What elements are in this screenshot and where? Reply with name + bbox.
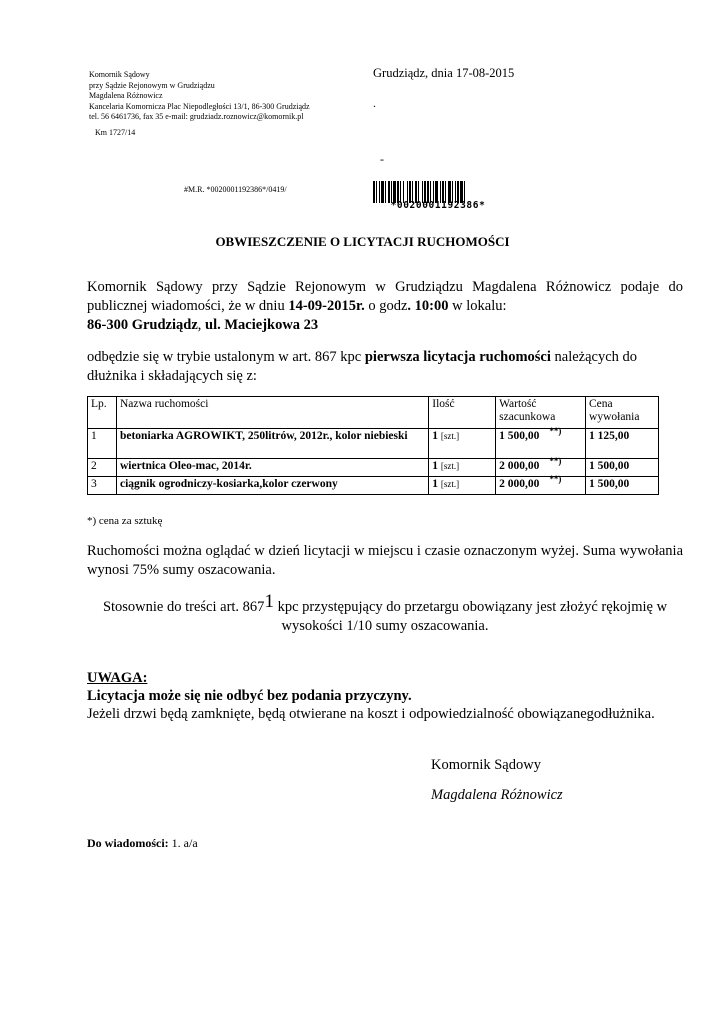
row-lp: 1 <box>88 429 117 459</box>
case-reference: Km 1727/14 <box>95 128 136 137</box>
qty-unit: [szt.] <box>440 461 460 471</box>
qty-unit: [szt.] <box>440 479 460 489</box>
value-amount: 2 000,00 <box>499 478 540 490</box>
row-qty <box>429 477 496 495</box>
sender-line: Komornik Sądowy <box>89 70 150 79</box>
row-value <box>496 456 586 477</box>
qty-value: 1 <box>432 430 438 442</box>
qty-unit: [szt.] <box>440 431 460 441</box>
sender-line: Magdalena Różnowicz <box>89 91 163 100</box>
row-price: 1 125,00 <box>586 429 659 459</box>
qty-value: 1 <box>432 460 438 472</box>
auction-mode-text: należących do dłużnika i składających się z: <box>87 349 638 384</box>
deposit-line: wysokości 1/10 sumy oszacowania. <box>281 618 489 634</box>
barcode-text: *0020001192386* <box>390 200 486 211</box>
deposit-superscript: 1 <box>264 591 274 612</box>
auction-location-city: 86-300 Grudziądz <box>87 317 198 333</box>
row-qty <box>429 429 496 459</box>
value-mark: **) <box>549 474 562 484</box>
mr-reference: #M.R. *0020001192386*/0419/ <box>184 185 287 194</box>
signature-role: Komornik Sądowy <box>431 757 541 773</box>
value-amount: 2 000,00 <box>499 460 540 472</box>
row-qty <box>429 459 496 477</box>
header-dash: - <box>380 152 384 166</box>
distribution-value: 1. a/a <box>168 836 198 850</box>
intro-text: o godz <box>364 298 408 314</box>
barcode-bar <box>379 181 380 203</box>
table-row <box>88 429 659 459</box>
barcode-bar <box>388 181 390 203</box>
auction-time: . 10:00 <box>407 298 449 314</box>
sender-block <box>89 70 359 123</box>
deposit-line <box>60 591 710 617</box>
row-price: 1 500,00 <box>586 459 659 477</box>
barcode <box>373 181 503 211</box>
header-price: Cena wywołania <box>586 397 659 429</box>
value-amount: 1 500,00 <box>499 430 540 442</box>
header-qty: Ilość <box>429 397 496 429</box>
footnote: *) cena za sztukę <box>87 515 163 527</box>
header-dot: . <box>373 96 376 110</box>
signature-name: Magdalena Różnowicz <box>431 787 563 803</box>
barcode-bar <box>373 181 375 203</box>
deposit-text: Stosownie do treści art. 867 <box>102 599 265 615</box>
location-separator: , <box>197 317 206 333</box>
notice-line: Jeżeli drzwi będą zamknięte, będą otwierane na koszt i odpowiedzialność obowiązanegodłużnika. <box>87 706 655 722</box>
auction-date: 14-09-2015r. <box>288 298 365 314</box>
auction-location-street: ul. Maciejkowa 23 <box>205 317 319 333</box>
row-lp: 2 <box>88 459 117 477</box>
intro-paragraph <box>87 278 683 335</box>
barcode-bar <box>385 181 386 203</box>
header-name: Nazwa ruchomości <box>116 397 428 429</box>
table-row <box>88 459 659 477</box>
intro-text: Komornik Sądowy przy Sądzie Rejonowym w Grudziądzu Magdalena Różnowicz podaje do publicznej wiadomości, że w dniu <box>87 279 683 314</box>
qty-value: 1 <box>432 478 438 490</box>
document-title: OBWIESZCZENIE O LICYTACJI RUCHOMOŚCI <box>215 234 510 249</box>
notice-bold-line: Licytacja może się nie odbyć bez podania przyczyny. <box>87 688 412 704</box>
auction-mode-text: odbędzie się w trybie ustalonym w art. 867 kpc <box>87 349 365 365</box>
row-price: 1 500,00 <box>586 477 659 495</box>
row-lp: 3 <box>88 477 117 495</box>
sender-line: przy Sądzie Rejonowym w Grudziądzu <box>89 80 215 90</box>
row-name: wiertnica Oleo-mac, 2014r. <box>116 459 428 477</box>
value-mark: **) <box>549 456 562 466</box>
table-header-row <box>88 397 659 429</box>
intro-text: w lokalu: <box>448 298 507 314</box>
viewing-paragraph: Ruchomości można oglądać w dzień licytacji w miejscu i czasie oznaczonym wyżej. Suma wywołania wynosi 75% sumy oszacowania. <box>87 543 683 578</box>
header-lp: Lp. <box>88 397 117 429</box>
row-name: ciągnik ogrodniczy-kosiarka,kolor czerwony <box>116 477 428 495</box>
row-value <box>496 426 586 459</box>
value-mark: **) <box>549 426 562 436</box>
auction-mode-paragraph <box>87 348 647 386</box>
notice-heading: UWAGA: <box>87 670 148 686</box>
deposit-text: kpc przystępujący do przetargu obowiązany jest złożyć rękojmię w <box>273 599 668 615</box>
table-row <box>88 477 659 495</box>
barcode-bar <box>376 181 377 203</box>
items-table <box>87 396 659 495</box>
place-date: Grudziądz, dnia 17-08-2015 <box>373 66 515 80</box>
row-name: betoniarka AGROWIKT, 250litrów, 2012r., kolor niebieski <box>116 429 428 459</box>
sender-line: Kancelaria Komornicza Plac Niepodległości 13/1, 86-300 Grudziądz <box>89 101 310 111</box>
sender-line: tel. 56 6461736, fax 35 e-mail: grudziadz.roznowicz@komornik.pl <box>89 112 304 121</box>
header-value: Wartość szacunkowa <box>496 397 586 429</box>
row-value <box>496 474 586 495</box>
deposit-paragraph <box>60 591 710 636</box>
auction-mode-bold: pierwsza licytacja ruchomości <box>364 349 551 365</box>
distribution <box>87 836 198 851</box>
distribution-label: Do wiadomości: <box>87 836 169 850</box>
barcode-bar <box>381 181 384 203</box>
